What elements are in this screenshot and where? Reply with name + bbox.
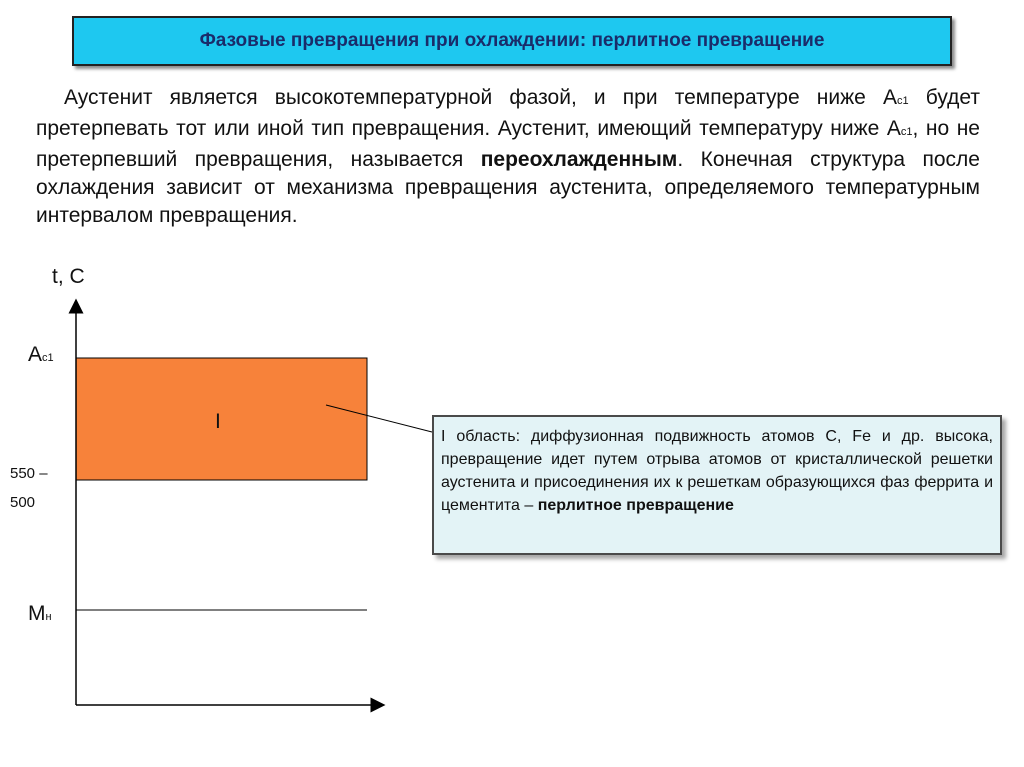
ac1-subscript: с1 <box>42 352 54 364</box>
mn-letter: М <box>28 602 46 625</box>
range-bottom-label: 500 <box>10 494 36 511</box>
ac1-letter: А <box>28 343 43 366</box>
slide-title-text: Фазовые превращения при охлаждении: перлитное превращение <box>199 30 825 51</box>
intro-bold-term: переохлажденным <box>480 148 678 171</box>
region-i-band <box>76 358 367 480</box>
region-i-label: I <box>215 410 221 433</box>
y-axis-label: t, С <box>52 265 85 288</box>
intro-text-4: . Конечная структура после охлаждения зависит от механизма превращения аустенита, определяемого температурным интервалом превращения. <box>36 148 980 227</box>
mn-label <box>28 602 52 626</box>
range-top-label: 550 – <box>10 465 48 482</box>
callout-bold-term: перлитное превращение <box>537 497 734 514</box>
intro-sub-1: с1 <box>897 95 909 107</box>
callout-text: I область: диффузионная подвижность атомов С, Fe и др. высока, превращение идет путем отрыва атомов от кристаллической решетки аустенита и присоединения их к решеткам образующихся фаз феррита и цементита – <box>441 428 993 514</box>
mn-subscript: н <box>45 611 52 623</box>
intro-text-1: Аустенит является высокотемпературной фазой, и при температуре ниже А <box>64 86 897 109</box>
ac1-label <box>28 343 54 367</box>
intro-text-3: , но не претерпевший превращения, называется <box>36 117 980 171</box>
intro-text-2: будет претерпевать тот или иной тип превращения. Аустенит, имеющий температуру ниже А <box>36 86 980 140</box>
region-i-callout <box>432 415 1002 555</box>
intro-sub-2: с1 <box>900 126 913 138</box>
